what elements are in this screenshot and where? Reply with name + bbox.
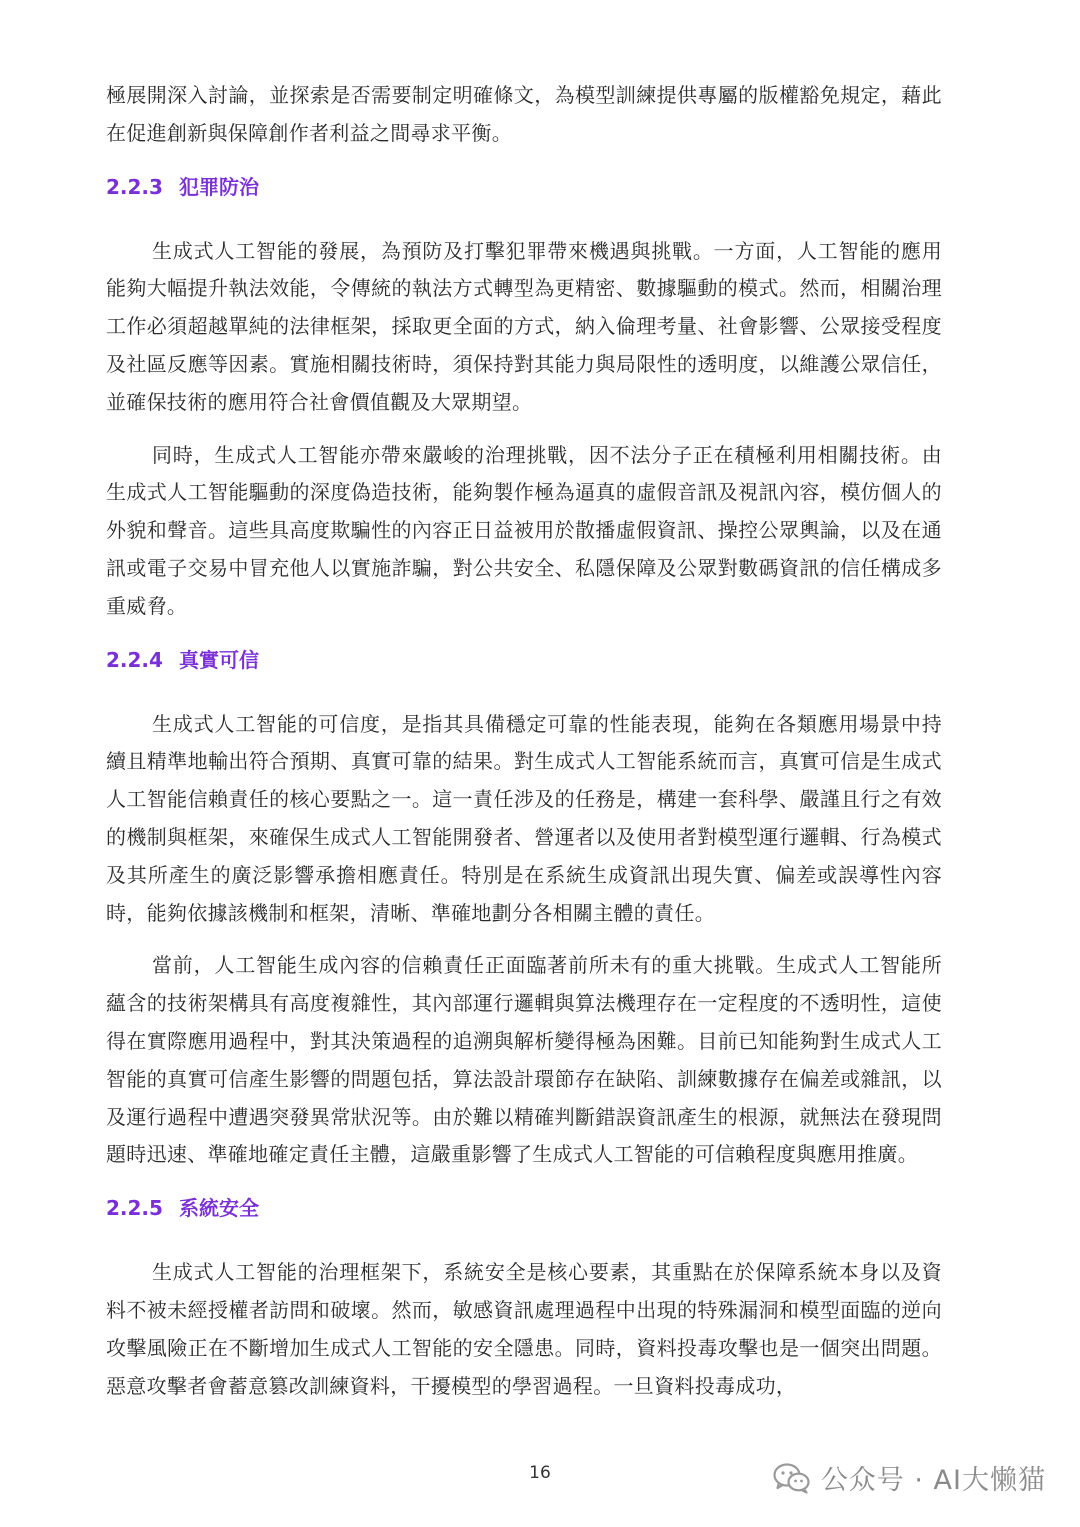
section-title: 系統安全	[178, 1196, 259, 1221]
paragraph: 生成式人工智能的可信度，是指其具備穩定可靠的性能表現，能夠在各類應用場景中持續且精準地輸出符合預期、真實可靠的結果。對生成式人工智能系統而言，真實可信是生成式人工智能信賴責任的核心要點之一。這一責任涉及的任務是，構建一套科學、嚴謹且行之有效的機制與框架，來確保生成式人工智能開發者、營運者以及使用者對模型運行邏輯、行為模式及其所產生的廣泛影響承擔相應責任。特別是在系統生成資訊出現失實、偏差或誤導性內容時，能夠依據該機制和框架，清晰、準確地劃分各相關主體的責任。	[106, 711, 942, 925]
paragraph: 同時，生成式人工智能亦帶來嚴峻的治理挑戰，因不法分子正在積極利用相關技術。由生成式人工智能驅動的深度偽造技術，能夠製作極為逼真的虛假音訊及視訊內容，模仿個人的外貌和聲音。這些具高度欺騙性的內容正日益被用於散播虛假資訊、操控公眾輿論，以及在通訊或電子交易中冒充他人以實施詐騙，對公共安全、私隱保障及公眾對數碼資訊的信任構成多重威脅。	[106, 442, 942, 618]
section-heading-2-2-3	[106, 172, 942, 202]
section-title: 犯罪防治	[178, 174, 259, 199]
watermark-text: 公众号 · AI大懒猫	[820, 1465, 1046, 1496]
watermark	[773, 1458, 1046, 1497]
section-heading-2-2-5	[106, 1193, 942, 1223]
page-number: 16	[529, 1463, 551, 1483]
section-title: 真實可信	[178, 647, 259, 672]
section-number: 2.2.5	[106, 1196, 163, 1221]
paragraph: 生成式人工智能的發展，為預防及打擊犯罪帶來機遇與挑戰。一方面，人工智能的應用能夠大幅提升執法效能，令傳統的執法方式轉型為更精密、數據驅動的模式。然而，相關治理工作必須超越單純的法律框架，採取更全面的方式，納入倫理考量、社會影響、公眾接受程度及社區反應等因素。實施相關技術時，須保持對其能力與局限性的透明度，以維護公眾信任，並確保技術的應用符合社會價值觀及大眾期望。	[106, 238, 942, 414]
continuation-paragraph: 極展開深入討論，並探索是否需要制定明確條文，為模型訓練提供專屬的版權豁免規定，藉此在促進創新與保障創作者利益之間尋求平衡。	[106, 83, 942, 145]
wechat-icon	[773, 1462, 811, 1494]
section-number: 2.2.3	[106, 174, 163, 199]
paragraph: 當前，人工智能生成內容的信賴責任正面臨著前所未有的重大挑戰。生成式人工智能所蘊含的技術架構具有高度複雜性，其內部運行邏輯與算法機理存在一定程度的不透明性，這使得在實際應用過程中，對其決策過程的追溯與解析變得極為困難。目前已知能夠對生成式人工智能的真實可信產生影響的問題包括，算法設計環節存在缺陷、訓練數據存在偏差或雜訊，以及運行過程中遭遇突發異常狀況等。由於難以精確判斷錯誤資訊產生的根源，就無法在發現問題時迅速、準確地確定責任主體，這嚴重影響了生成式人工智能的可信賴程度與應用推廣。	[106, 953, 942, 1167]
section-heading-2-2-4	[106, 645, 942, 675]
paragraph: 生成式人工智能的治理框架下，系統安全是核心要素，其重點在於保障系統本身以及資料不被未經授權者訪問和破壞。然而，敏感資訊處理過程中出現的特殊漏洞和模型面臨的逆向攻擊風險正在不斷增加生成式人工智能的安全隱患。同時，資料投毒攻擊也是一個突出問題。惡意攻擊者會蓄意篡改訓練資料，干擾模型的學習過程。一旦資料投毒成功，	[106, 1260, 942, 1398]
page-body	[106, 77, 942, 1405]
section-number: 2.2.4	[106, 647, 163, 672]
